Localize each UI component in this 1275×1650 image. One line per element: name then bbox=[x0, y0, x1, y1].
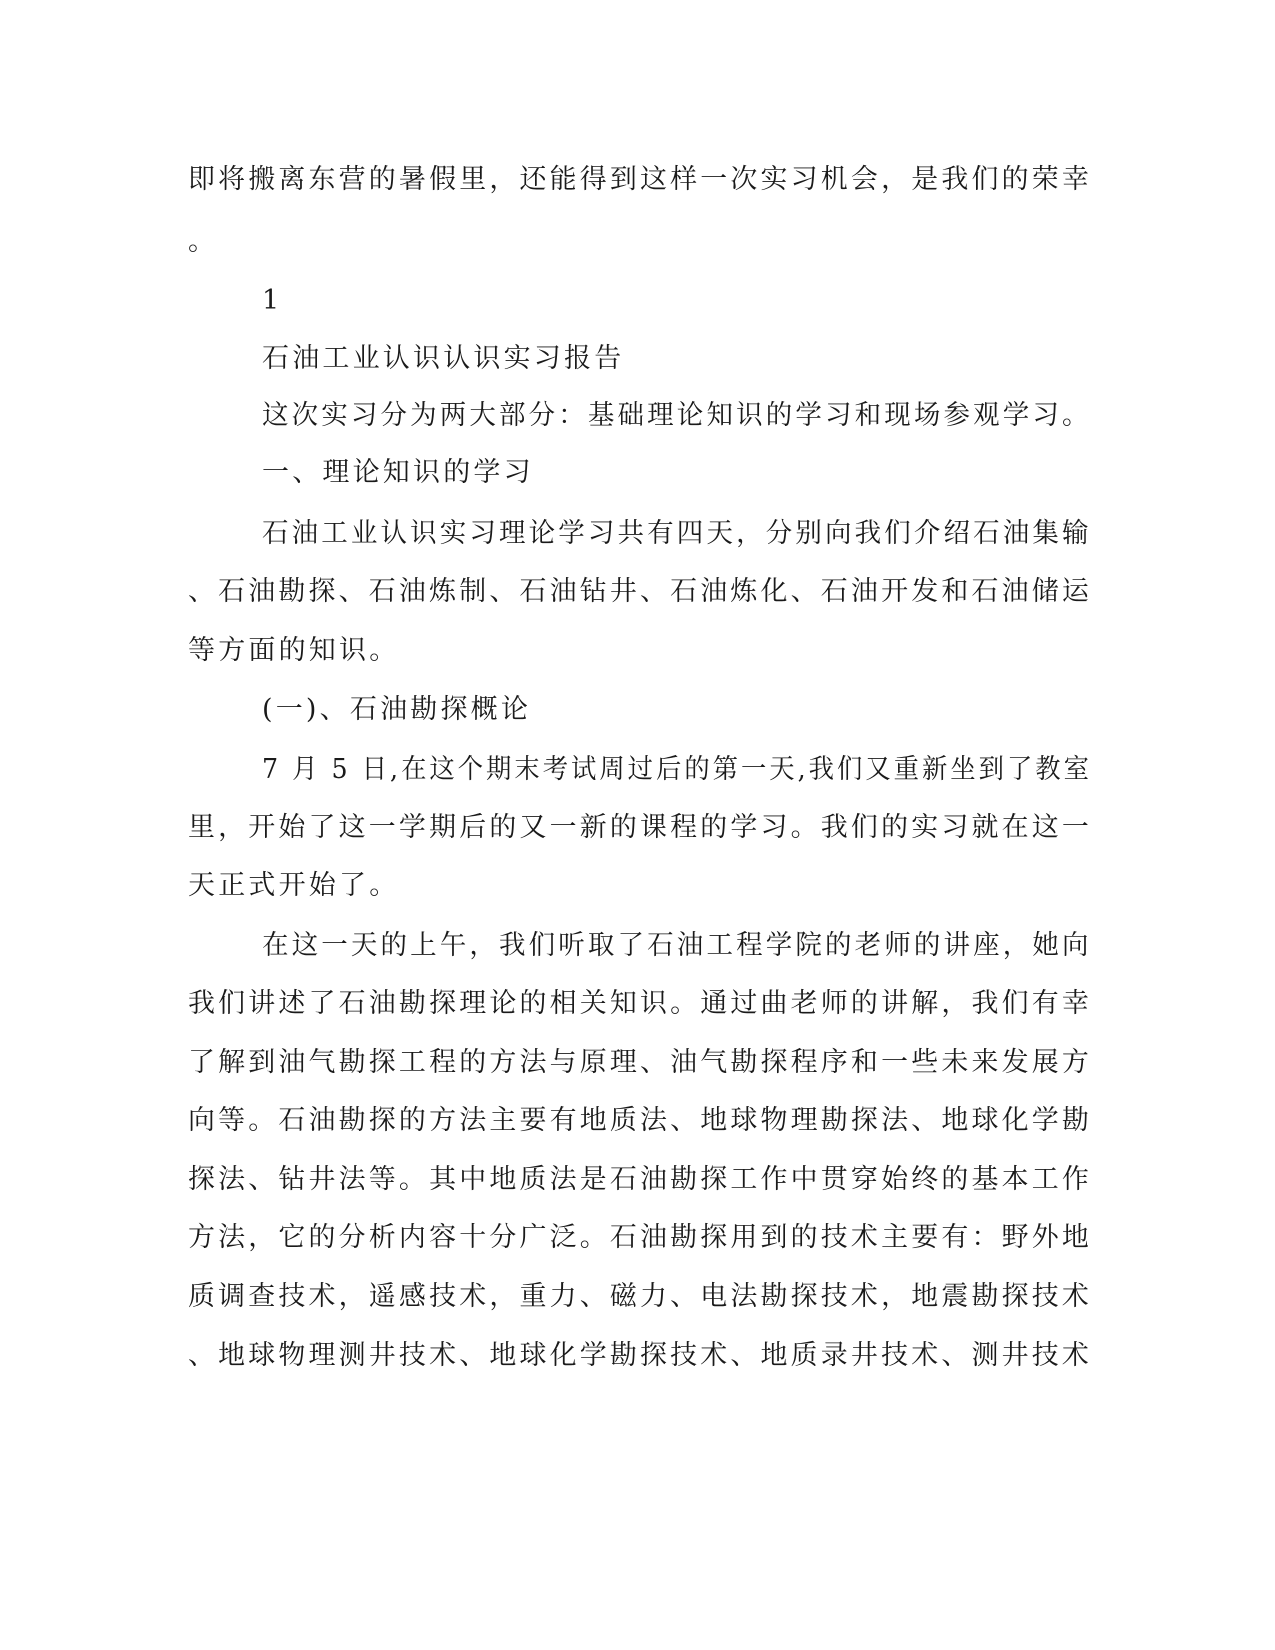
text-line: 。 bbox=[188, 226, 219, 257]
section-heading: 一、理论知识的学习 bbox=[262, 457, 534, 488]
text-line: 我们讲述了石油勘探理论的相关知识。通过曲老师的讲解，我们有幸 bbox=[188, 988, 1093, 1019]
text-line: 向等。石油勘探的方法主要有地质法、地球物理勘探法、地球化学勘 bbox=[188, 1105, 1093, 1136]
text-line: 即将搬离东营的暑假里，还能得到这样一次实习机会，是我们的荣幸 bbox=[188, 164, 1093, 195]
text-line: 7 月 5 日,在这个期末考试周过后的第一天,我们又重新坐到了教室 bbox=[262, 754, 1092, 785]
text-line: 石油工业认识实习理论学习共有四天，分别向我们介绍石油集输 bbox=[262, 518, 1092, 549]
text-line: 了解到油气勘探工程的方法与原理、油气勘探程序和一些未来发展方 bbox=[188, 1047, 1093, 1078]
text-line: 里，开始了这一学期后的又一新的课程的学习。我们的实习就在这一 bbox=[188, 812, 1093, 843]
page-number: 1 bbox=[262, 285, 283, 316]
report-title: 石油工业认识认识实习报告 bbox=[262, 343, 625, 374]
subsection-heading: (一)、石油勘探概论 bbox=[262, 694, 532, 725]
text-line: 、石油勘探、石油炼制、石油钻井、石油炼化、石油开发和石油储运 bbox=[188, 576, 1093, 607]
text-line: 质调查技术，遥感技术，重力、磁力、电法勘探技术，地震勘探技术 bbox=[188, 1281, 1093, 1312]
text-line: 等方面的知识。 bbox=[188, 635, 400, 666]
text-line: 这次实习分为两大部分：基础理论知识的学习和现场参观学习。 bbox=[262, 400, 1092, 431]
text-line: 、地球物理测井技术、地球化学勘探技术、地质录井技术、测井技术 bbox=[188, 1340, 1093, 1371]
text-line: 探法、钻井法等。其中地质法是石油勘探工作中贯穿始终的基本工作 bbox=[188, 1164, 1093, 1195]
text-line: 天正式开始了。 bbox=[188, 870, 400, 901]
text-line: 在这一天的上午，我们听取了石油工程学院的老师的讲座，她向 bbox=[262, 930, 1092, 961]
text-line: 方法，它的分析内容十分广泛。石油勘探用到的技术主要有：野外地 bbox=[188, 1222, 1093, 1253]
